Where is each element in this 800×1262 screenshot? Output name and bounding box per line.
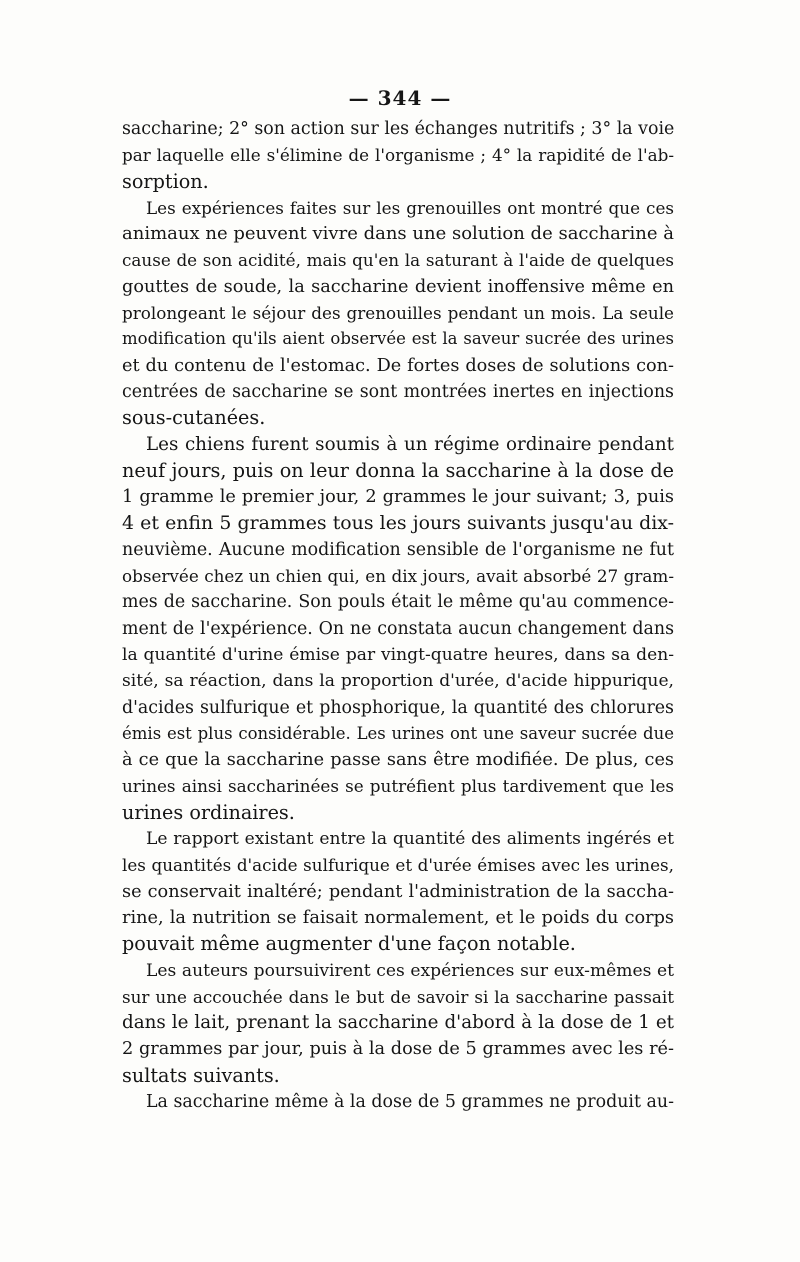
text-line: se conservait inaltéré; pendant l'administration de la saccha-: [122, 881, 674, 902]
text-line: urines ordinaires.: [122, 800, 295, 824]
paragraph-4: [122, 826, 674, 957]
text-line: neuvième. Aucune modification sensible de l'organisme ne fut: [122, 539, 674, 560]
text-line: urines ainsi saccharinées se putréfient plus tardivement que les: [122, 776, 674, 797]
paragraph-2: [122, 195, 674, 432]
page-number: — 344 —: [348, 86, 452, 110]
paragraph-3: [122, 432, 674, 826]
body-text: [122, 116, 674, 1115]
text-line: les quantités d'acide sulfurique et d'urée émises avec les urines,: [122, 855, 674, 876]
text-line: observée chez un chien qui, en dix jours, avait absorbé 27 gram-: [122, 566, 674, 587]
text-line: cause de son acidité, mais qu'en la saturant à l'aide de quelques: [122, 250, 674, 271]
text-line: modification qu'ils aient observée est la saveur sucrée des urines: [122, 329, 674, 349]
paragraph-5: [122, 958, 674, 1089]
text-line: sous-cutanées.: [122, 406, 266, 430]
text-line: La saccharine même à la dose de 5 grammes ne produit au-: [146, 1091, 674, 1112]
text-line: à ce que la saccharine passe sans être modifiée. De plus, ces: [122, 750, 674, 771]
text-line: Les chiens furent soumis à un régime ordinaire pendant: [146, 433, 674, 455]
text-line: émis est plus considérable. Les urines ont une saveur sucrée due: [122, 723, 674, 743]
text-line: sultats suivants.: [122, 1063, 280, 1087]
text-line: Les expériences faites sur les grenouilles ont montré que ces: [146, 197, 674, 218]
text-line: ment de l'expérience. On ne constata aucun changement dans: [122, 618, 674, 639]
text-line: rine, la nutrition se faisait normalement, et le poids du corps: [122, 907, 674, 928]
text-line: gouttes de soude, la saccharine devient inoffensive même en: [122, 276, 674, 297]
text-line: 4 et enfin 5 grammes tous les jours suivants jusqu'au dix-: [122, 512, 674, 535]
text-line: par laquelle elle s'élimine de l'organisme ; 4° la rapidité de l'ab-: [122, 145, 674, 166]
text-line: d'acides sulfurique et phosphorique, la quantité des chlorures: [122, 697, 674, 718]
paragraph-6: [122, 1089, 674, 1115]
text-line: et du contenu de l'estomac. De fortes doses de solutions con-: [122, 355, 674, 376]
text-line: prolongeant le séjour des grenouilles pendant un mois. La seule: [122, 303, 674, 324]
text-line: Le rapport existant entre la quantité des aliments ingérés et: [146, 829, 674, 850]
text-line: mes de saccharine. Son pouls était le même qu'au commence-: [122, 592, 674, 613]
text-line: sorption.: [122, 169, 209, 193]
text-line: 1 gramme le premier jour, 2 grammes le jour suivant; 3, puis: [122, 487, 674, 508]
text-line: la quantité d'urine émise par vingt-quatre heures, dans sa den-: [122, 644, 674, 665]
text-line: centrées de saccharine se sont montrées inertes en injections: [122, 381, 674, 402]
text-line: 2 grammes par jour, puis à la dose de 5 grammes avec les ré-: [122, 1039, 674, 1060]
text-line: dans le lait, prenant la saccharine d'abord à la dose de 1 et: [122, 1012, 674, 1034]
text-line: pouvait même augmenter d'une façon notable.: [122, 932, 576, 956]
text-line: sur une accouchée dans le but de savoir si la saccharine passait: [122, 986, 674, 1007]
text-line: neuf jours, puis on leur donna la saccharine à la dose de: [122, 458, 674, 482]
text-line: saccharine; 2° son action sur les échanges nutritifs ; 3° la voie: [122, 119, 675, 139]
text-line: sité, sa réaction, dans la proportion d'urée, d'acide hippurique,: [122, 671, 674, 692]
text-line: Les auteurs poursuivirent ces expériences sur eux-mêmes et: [146, 960, 674, 981]
paragraph-1: [122, 116, 674, 195]
text-line: animaux ne peuvent vivre dans une solution de saccharine à: [122, 223, 674, 245]
